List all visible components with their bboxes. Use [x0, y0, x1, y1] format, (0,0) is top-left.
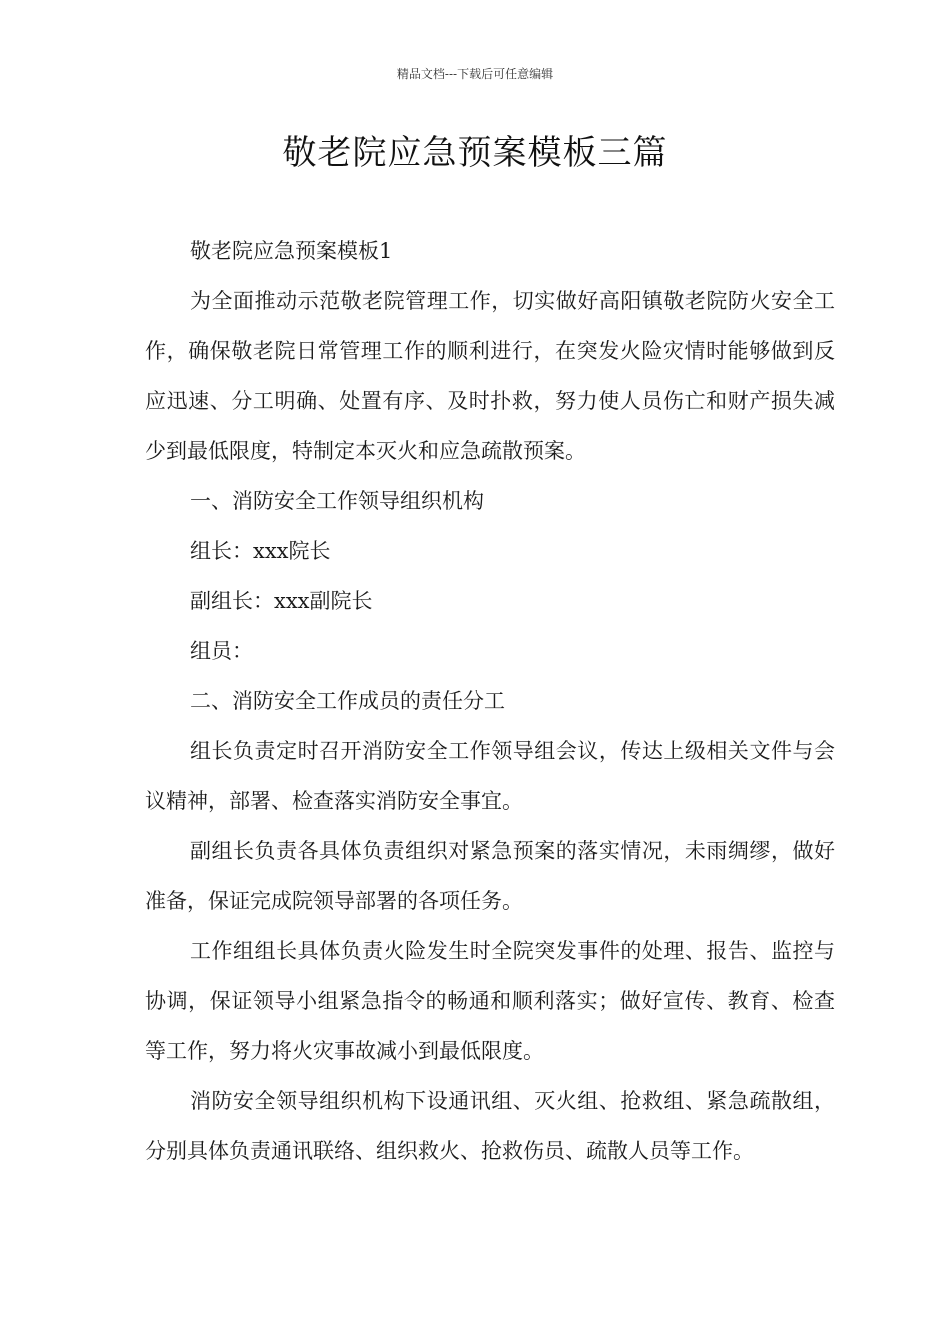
leader-line: 组长：xxx院长	[190, 539, 331, 563]
workgroup-duty-paragraph: 工作组组长具体负责火险发生时全院突发事件的处理、报告、监控与协调，保证领导小组紧急指令的畅通和顺利落实；做好宣传、教育、检查等工作，努力将火灾事故减小到最低限度。	[145, 939, 835, 1063]
document-body	[145, 226, 835, 1176]
leader-duty-paragraph: 组长负责定时召开消防安全工作领导组会议，传达上级相关文件与会议精神，部署、检查落实消防安全事宜。	[145, 739, 835, 813]
header-note: 精品文档---下载后可任意编辑	[396, 67, 554, 81]
section-subtitle: 敬老院应急预案模板1	[190, 239, 393, 263]
section-heading-duties: 二、消防安全工作成员的责任分工	[190, 689, 505, 713]
members-line: 组员：	[190, 639, 253, 663]
document-title: 敬老院应急预案模板三篇	[282, 133, 668, 173]
deputy-leader-line: 副组长：xxx副院长	[190, 589, 373, 613]
deputy-duty-paragraph: 副组长负责各具体负责组织对紧急预案的落实情况，未雨绸缪，做好准备，保证完成院领导部署的各项任务。	[145, 839, 835, 913]
intro-paragraph: 为全面推动示范敬老院管理工作，切实做好高阳镇敬老院防火安全工作，确保敬老院日常管理工作的顺利进行，在突发火险灾情时能够做到反应迅速、分工明确、处置有序、及时扑救，努力使人员伤亡和财产损失减少到最低限度，特制定本灭火和应急疏散预案。	[145, 289, 835, 463]
section-heading-organization: 一、消防安全工作领导组织机构	[190, 489, 484, 513]
subgroups-paragraph: 消防安全领导组织机构下设通讯组、灭火组、抢救组、紧急疏散组，分别具体负责通讯联络、组织救火、抢救伤员、疏散人员等工作。	[145, 1089, 835, 1163]
